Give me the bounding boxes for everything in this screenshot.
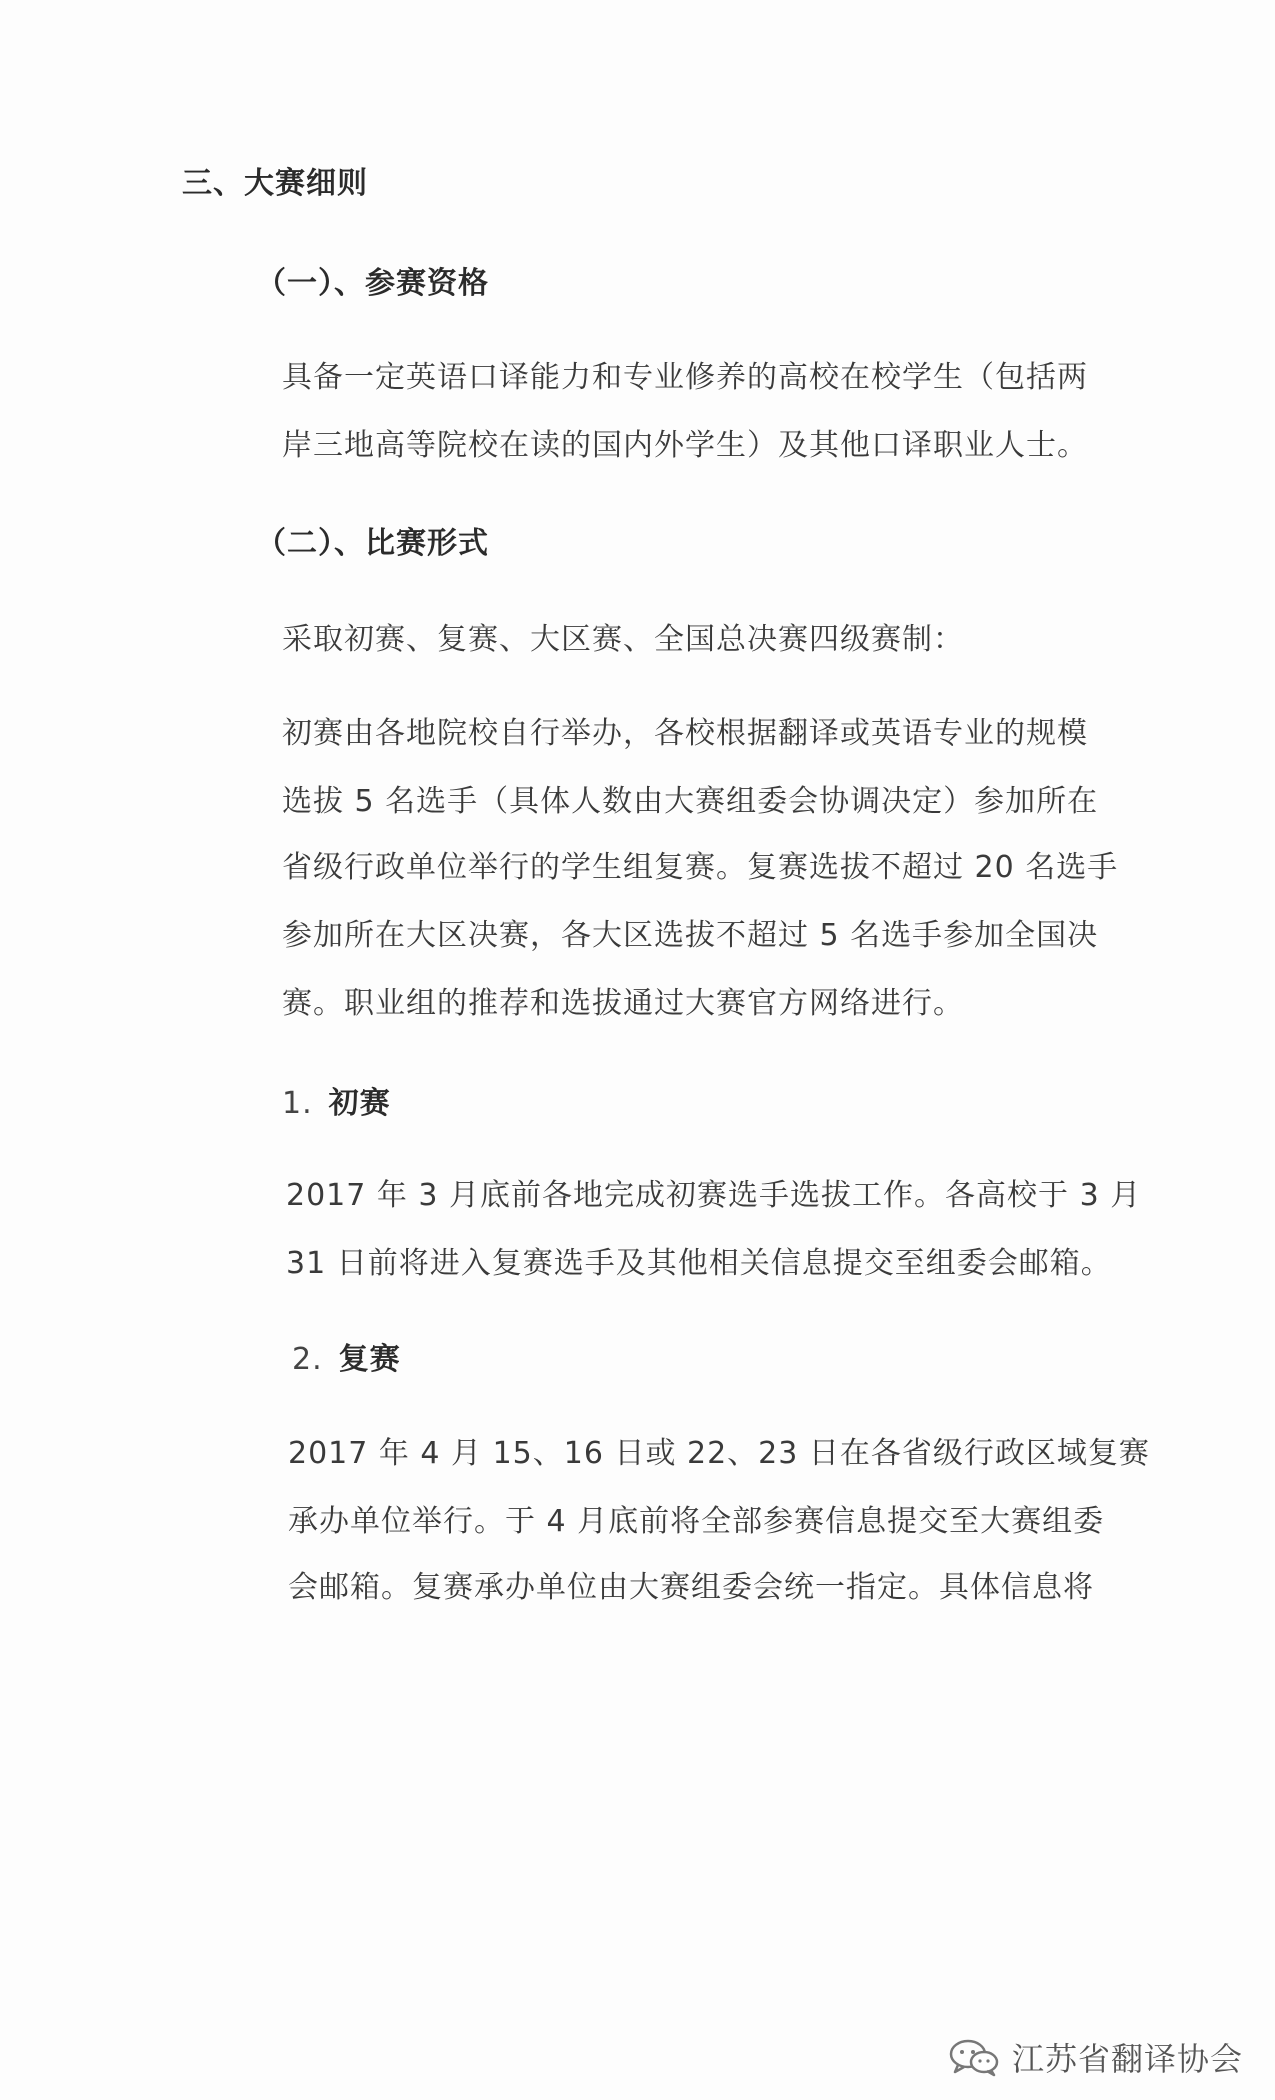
watermark-text: 江苏省翻译协会 — [1011, 2040, 1243, 2078]
subsection-title-format: （二）、比赛形式 — [256, 526, 489, 561]
item-heading-semifinal — [292, 1334, 401, 1378]
semifinal-line-3: 会邮箱。复赛承办单位由大赛组委会统一指定。具体信息将 — [288, 1570, 1094, 1605]
item-title: 初赛 — [328, 1086, 391, 1121]
format-line-3: 省级行政单位举行的学生组复赛。复赛选拔不超过 20 名选手 — [282, 850, 1119, 885]
eligibility-line-1: 具备一定英语口译能力和专业修养的高校在校学生（包括两 — [282, 360, 1088, 395]
item-number: 2. — [292, 1342, 323, 1377]
preliminary-line-2: 31 日前将进入复赛选手及其他相关信息提交至组委会邮箱。 — [286, 1246, 1112, 1281]
wechat-icon — [946, 2037, 1002, 2077]
format-line-2: 选拔 5 名选手（具体人数由大赛组委会协调决定）参加所在 — [282, 784, 1099, 819]
subsection-title-eligibility: （一）、参赛资格 — [256, 266, 489, 301]
item-title: 复赛 — [338, 1342, 401, 1377]
source-watermark — [946, 2034, 1243, 2080]
semifinal-line-2: 承办单位举行。于 4 月底前将全部参赛信息提交至大赛组委 — [288, 1504, 1105, 1539]
format-line-1: 初赛由各地院校自行举办，各校根据翻译或英语专业的规模 — [282, 716, 1088, 751]
format-intro: 采取初赛、复赛、大区赛、全国总决赛四级赛制： — [282, 622, 964, 657]
format-line-4: 参加所在大区决赛，各大区选拔不超过 5 名选手参加全国决 — [282, 918, 1099, 953]
eligibility-line-2: 岸三地高等院校在读的国内外学生）及其他口译职业人士。 — [282, 428, 1088, 463]
semifinal-line-1: 2017 年 4 月 15、16 日或 22、23 日在各省级行政区域复赛 — [288, 1436, 1150, 1471]
item-number: 1. — [282, 1086, 313, 1121]
section-title: 三、大赛细则 — [182, 166, 368, 201]
item-heading-preliminary — [282, 1078, 391, 1122]
preliminary-line-1: 2017 年 3 月底前各地完成初赛选手选拔工作。各高校于 3 月 — [286, 1178, 1142, 1213]
format-line-5: 赛。职业组的推荐和选拔通过大赛官方网络进行。 — [282, 986, 964, 1021]
